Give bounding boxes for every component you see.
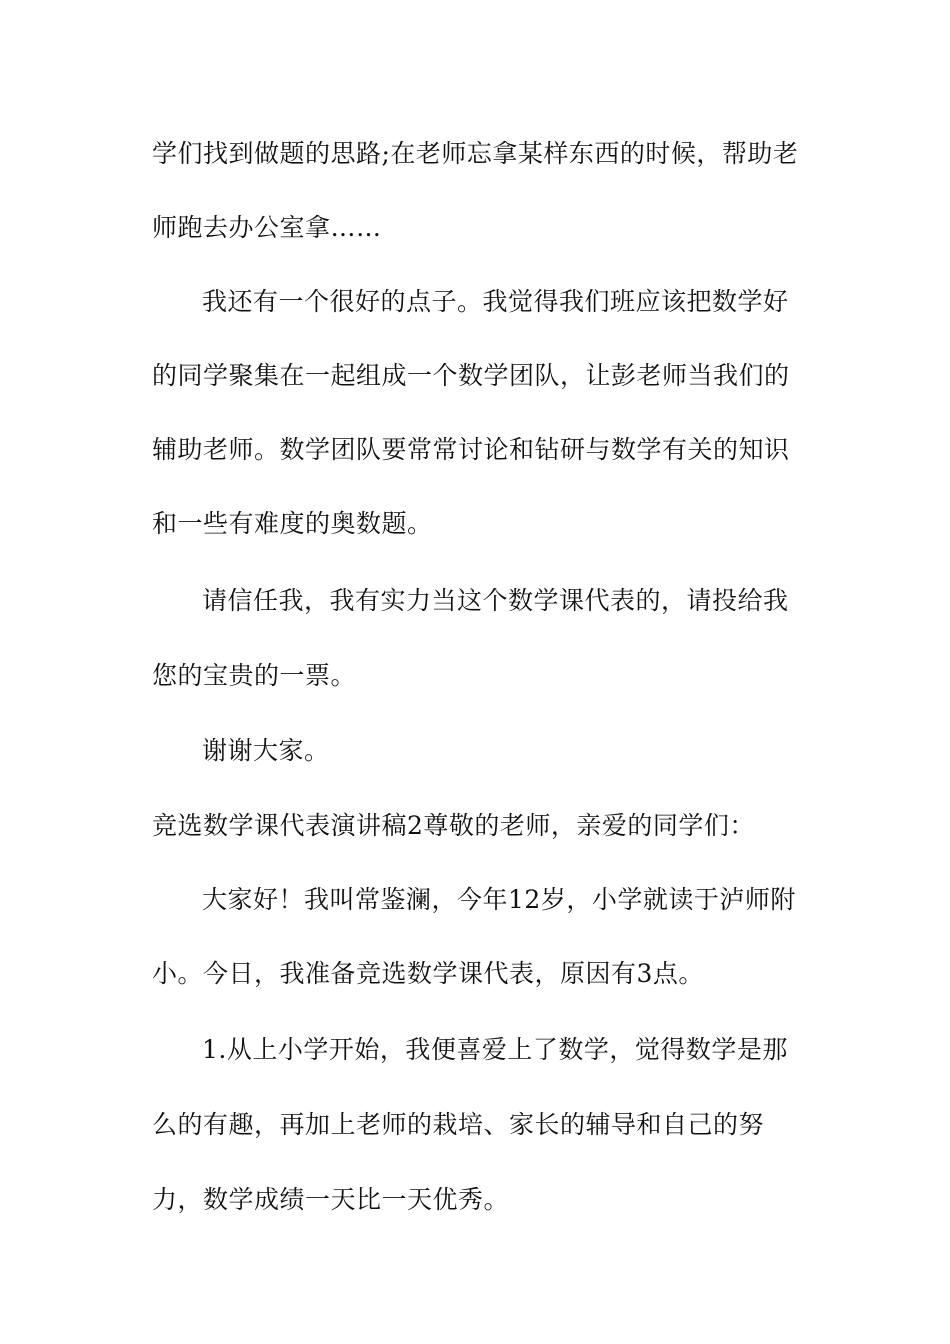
text-line: 的同学聚集在一起组成一个数学团队，让彭老师当我们的 (152, 361, 790, 390)
text-line: 力，数学成绩一天比一天优秀。 (152, 1185, 510, 1214)
section-heading-line: 竞选数学课代表演讲稿2尊敬的老师，亲爱的同学们： (152, 811, 755, 840)
paragraph-start-line: 谢谢大家。 (202, 736, 330, 765)
text-line: 学们找到做题的思路;在老师忘拿某样东西的时候，帮助老 (152, 139, 799, 168)
text-line: 您的宝贵的一票。 (152, 661, 357, 690)
text-line: 小。今日，我准备竞选数学课代表，原因有3点。 (152, 959, 704, 988)
paragraph-start-line: 1.从上小学开始，我便喜爱上了数学，觉得数学是那 (202, 1035, 788, 1064)
text-line: 辅助老师。数学团队要常常讨论和钻研与数学有关的知识 (152, 435, 790, 464)
text-line: 么的有趣，再加上老师的栽培、家长的辅导和自己的努 (152, 1110, 765, 1139)
text-line: 和一些有难度的奥数题。 (152, 509, 433, 538)
paragraph-start-line: 我还有一个很好的点子。我觉得我们班应该把数学好 (202, 287, 789, 316)
paragraph-start-line: 请信任我，我有实力当这个数学课代表的，请投给我 (202, 586, 789, 615)
text-line: 师跑去办公室拿…… (152, 213, 382, 242)
paragraph-start-line: 大家好！我叫常鉴澜，今年12岁，小学就读于泸师附 (202, 885, 796, 914)
